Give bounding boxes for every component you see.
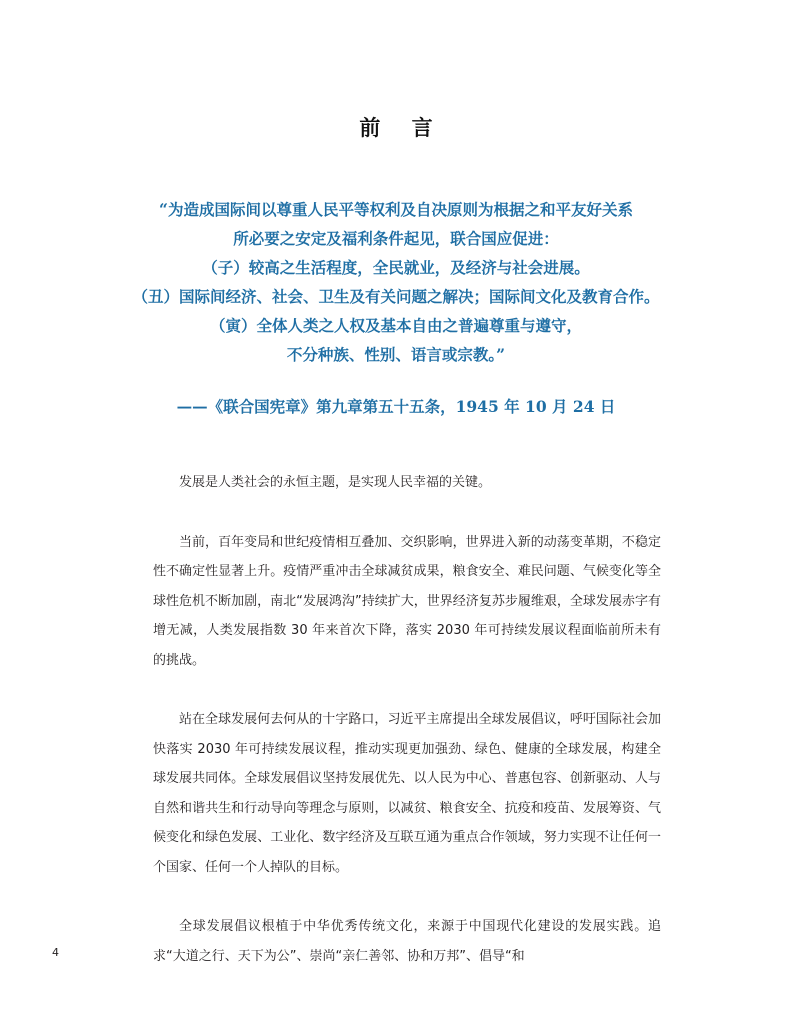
quote-line: （子）较高之生活程度，全民就业，及经济与社会进展。 bbox=[202, 258, 590, 277]
body-paragraph: 当前，百年变局和世纪疫情相互叠加、交织影响，世界进入新的动荡变革期，不稳定性不确定性显著上升。疫情严重冲击全球减贫成果，粮食安全、难民问题、气候变化等全球性危机不断加剧，南北“发展鸿沟”持续扩大，世界经济复苏步履维艰，全球发展赤字有增无减，人类发展指数 30 年来首次下降，落实 2030 年可持续发展议程面临前所未有的挑战。 bbox=[153, 534, 661, 668]
quote-line: （寅）全体人类之人权及基本自由之普遍尊重与遵守， bbox=[209, 316, 582, 335]
quote-citation: ——《联合国宪章》第九章第五十五条，1945 年 10 月 24 日 bbox=[176, 397, 616, 416]
quote-line: 所必要之安定及福利条件起见，联合国应促进： bbox=[233, 229, 559, 248]
body-paragraph: 全球发展倡议根植于中华优秀传统文化，来源于中国现代化建设的发展实践。追求“大道之行、天下为公”、崇尚“亲仁善邻、协和万邦”、倡导“和 bbox=[153, 919, 661, 964]
body-text bbox=[153, 468, 661, 1001]
page-number: 4 bbox=[52, 946, 59, 959]
charter-quote bbox=[0, 195, 792, 369]
page-title: 前 言 bbox=[359, 116, 445, 140]
quote-line: 不分种族、性别、语言或宗教。” bbox=[286, 345, 506, 364]
quote-line: “为造成国际间以尊重人民平等权利及自决原则为根据之和平友好关系 bbox=[159, 200, 633, 219]
body-paragraph: 站在全球发展何去何从的十字路口，习近平主席提出全球发展倡议，呼吁国际社会加快落实 2030 年可持续发展议程，推动实现更加强劲、绿色、健康的全球发展，构建全球发展共同体。全球发展倡议坚持发展优先、以人民为中心、普惠包容、创新驱动、人与自然和谐共生和行动导向等理念与原则，以减贫、粮食安全、抗疫和疫苗、发展筹资、气候变化和绿色发展、工业化、数字经济及互联互通为重点合作领域，努力实现不让任何一个国家、任何一个人掉队的目标。 bbox=[153, 712, 661, 875]
quote-line: （丑）国际间经济、社会、卫生及有关问题之解决；国际间文化及教育合作。 bbox=[132, 287, 660, 306]
body-paragraph: 发展是人类社会的永恒主题，是实现人民幸福的关键。 bbox=[179, 475, 492, 490]
